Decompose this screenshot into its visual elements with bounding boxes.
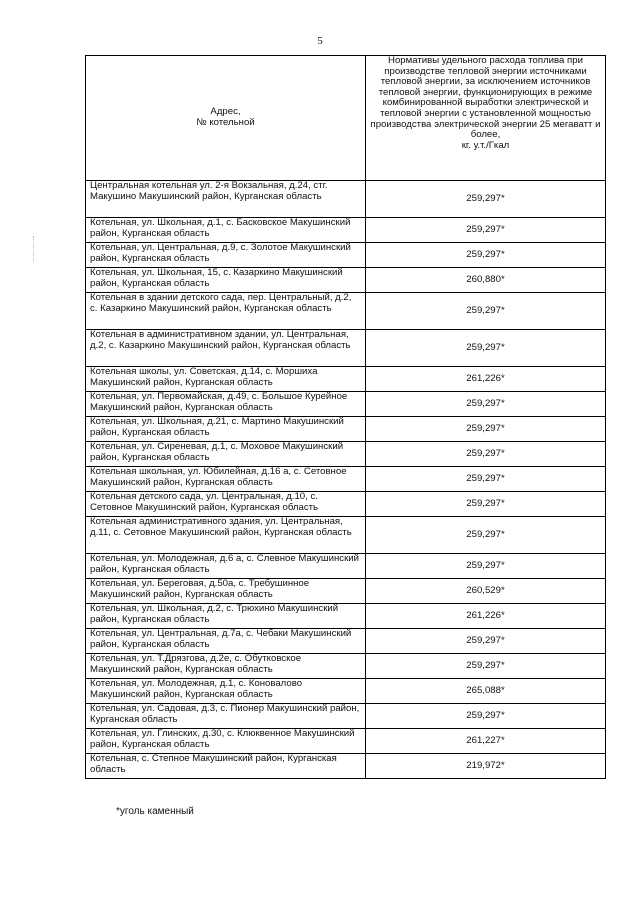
- table-row: [86, 181, 606, 218]
- header-norm-cell: [366, 56, 606, 181]
- norm-value-cell: 259,297*: [366, 392, 606, 417]
- address-cell: Котельная в здании детского сада, пер. Центральный, д.2, с. Казаркино Макушинский район, Курганская область: [86, 293, 366, 330]
- norm-value-cell: 259,297*: [366, 243, 606, 268]
- address-cell: Котельная, ул. Школьная, д.1, с. Басковское Макушинский район, Курганская область: [86, 218, 366, 243]
- table-row: [86, 330, 606, 367]
- table-row: [86, 754, 606, 779]
- address-cell: Котельная, ул. Садовая, д.3, с. Пионер Макушинский район, Курганская область: [86, 704, 366, 729]
- table-row: [86, 679, 606, 704]
- norm-value-cell: 259,297*: [366, 704, 606, 729]
- table-row: [86, 629, 606, 654]
- norm-value-cell: 259,297*: [366, 654, 606, 679]
- address-cell: Котельная, ул. Школьная, 15, с. Казаркино Макушинский район, Курганская область: [86, 268, 366, 293]
- fuel-norms-table: [85, 55, 606, 779]
- norm-value-cell: 259,297*: [366, 293, 606, 330]
- table-row: [86, 467, 606, 492]
- address-cell: Котельная школы, ул. Советская, д.14, с. Моршиха Макушинский район, Курганская область: [86, 367, 366, 392]
- address-cell: Котельная, ул. Береговая, д.50а, с. Требушинное Макушинский район, Курганская область: [86, 579, 366, 604]
- address-cell: Котельная, ул. Центральная, д.7а, с. Чебаки Макушинский район, Курганская область: [86, 629, 366, 654]
- table-row: [86, 293, 606, 330]
- norm-value-cell: 259,297*: [366, 517, 606, 554]
- norm-value-cell: 259,297*: [366, 330, 606, 367]
- table-row: [86, 218, 606, 243]
- address-cell: Котельная, ул. Глинских, д.30, с. Клюквенное Макушинский район, Курганская область: [86, 729, 366, 754]
- table-row: [86, 554, 606, 579]
- norm-value-cell: 259,297*: [366, 218, 606, 243]
- address-cell: Котельная, ул. Молодежная, д.6 а, с. Слевное Макушинский район, Курганская область: [86, 554, 366, 579]
- table-row: [86, 392, 606, 417]
- address-cell: Котельная, ул. Т.Дрязгова, д.2е, с. Обутковское Макушинский район, Курганская область: [86, 654, 366, 679]
- address-cell: Котельная, ул. Центральная, д.9, с. Золотое Макушинский район, Курганская область: [86, 243, 366, 268]
- norm-value-cell: 261,227*: [366, 729, 606, 754]
- address-cell: Котельная в административном здании, ул. Центральная, д.2, с. Казаркино Макушинский район, Курганская область: [86, 330, 366, 367]
- page-number: 5: [317, 35, 323, 47]
- table-row: [86, 729, 606, 754]
- norm-value-cell: 265,088*: [366, 679, 606, 704]
- address-cell: Котельная, ул. Молодежная, д.1, с. Коновалово Макушинский район, Курганская область: [86, 679, 366, 704]
- table-row: [86, 517, 606, 554]
- margin-scan-artifact: [33, 236, 38, 262]
- address-cell: Центральная котельная ул. 2-я Вокзальная, д.24, стг. Макушино Макушинский район, Курганская область: [86, 181, 366, 218]
- address-cell: Котельная, ул. Школьная, д.2, с. Трюхино Макушинский район, Курганская область: [86, 604, 366, 629]
- norm-value-cell: 259,297*: [366, 492, 606, 517]
- address-cell: Котельная, с. Степное Макушинский район, Курганская область: [86, 754, 366, 779]
- norm-value-cell: 259,297*: [366, 554, 606, 579]
- norm-value-cell: 260,529*: [366, 579, 606, 604]
- address-cell: Котельная детского сада, ул. Центральная, д.10, с. Сетовное Макушинский район, Курганская область: [86, 492, 366, 517]
- table-row: [86, 417, 606, 442]
- header-address-line1: Адрес,: [210, 106, 241, 118]
- header-norm-text: Нормативы удельного расхода топлива при производстве тепловой энергии источниками тепловой энергии, за исключением источников тепловой энергии, функционирующих в режиме комбинированной выработки электрической и тепловой энергии с установленной мощностью производства электрической энергии 25 мегаватт и более,: [370, 55, 601, 141]
- footnote: *уголь каменный: [116, 806, 194, 817]
- address-cell: Котельная административного здания, ул. Центральная, д.11, с. Сетовное Макушинский район, Курганская область: [86, 517, 366, 554]
- header-address-cell: [86, 56, 366, 181]
- header-address-line2: № котельной: [196, 117, 255, 128]
- table-row: [86, 268, 606, 293]
- table-row: [86, 604, 606, 629]
- norm-value-cell: 261,226*: [366, 604, 606, 629]
- norm-value-cell: 219,972*: [366, 754, 606, 779]
- table-row: [86, 492, 606, 517]
- norm-value-cell: 260,880*: [366, 268, 606, 293]
- norm-value-cell: 259,297*: [366, 442, 606, 467]
- table-row: [86, 579, 606, 604]
- norm-value-cell: 259,297*: [366, 181, 606, 218]
- table-header-row: [86, 56, 606, 181]
- address-cell: Котельная школьная, ул. Юбилейная, д.16 а, с. Сетовное Макушинский район, Курганская область: [86, 467, 366, 492]
- table-row: [86, 704, 606, 729]
- address-cell: Котельная, ул. Первомайская, д.49, с. Большое Курейное Макушинский район, Курганская область: [86, 392, 366, 417]
- table-row: [86, 654, 606, 679]
- table-row: [86, 367, 606, 392]
- norm-value-cell: 261,226*: [366, 367, 606, 392]
- header-unit: кг. у.т./Гкал: [461, 139, 510, 151]
- address-cell: Котельная, ул. Сиреневая, д.1, с. Моховое Макушинский район, Курганская область: [86, 442, 366, 467]
- norm-value-cell: 259,297*: [366, 417, 606, 442]
- table-row: [86, 243, 606, 268]
- norm-value-cell: 259,297*: [366, 467, 606, 492]
- address-cell: Котельная, ул. Школьная, д.21, с. Мартино Макушинский район, Курганская область: [86, 417, 366, 442]
- norm-value-cell: 259,297*: [366, 629, 606, 654]
- table-row: [86, 442, 606, 467]
